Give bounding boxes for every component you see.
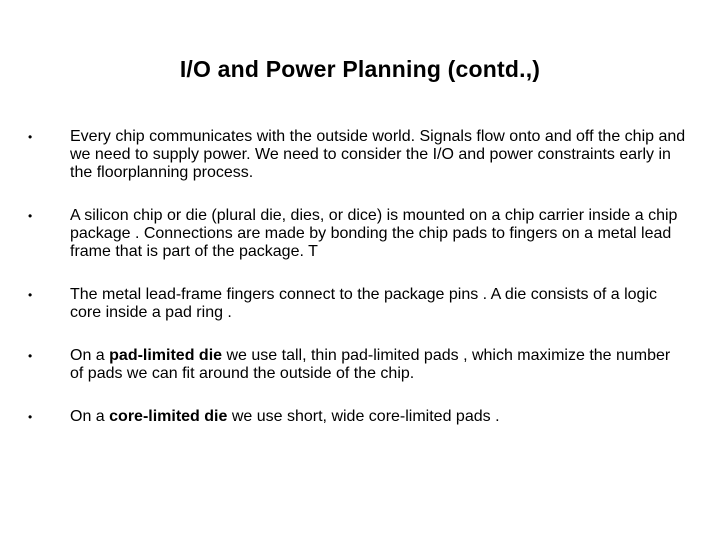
bullet-text-lead: On a	[70, 408, 110, 425]
bullet-item	[28, 286, 688, 322]
bullet-text	[70, 408, 688, 426]
bullet-item	[28, 408, 688, 426]
bullet-icon: •	[28, 410, 33, 424]
bullet-list	[28, 128, 688, 426]
bullet-text-rest: we use short, wide core-limited pads .	[227, 408, 500, 425]
bullet-item	[28, 207, 688, 261]
bullet-icon: •	[28, 130, 33, 144]
bullet-icon: •	[28, 288, 33, 302]
bullet-text: Every chip communicates with the outside world. Signals flow onto and off the chip and we need to supply power. We need to consider the I/O and power constraints early in the floorplanning process.	[70, 128, 686, 181]
bullet-text: The metal lead-frame fingers connect to the package pins . A die consists of a logic core inside a pad ring .	[70, 286, 657, 321]
bullet-item	[28, 128, 688, 182]
bullet-text: A silicon chip or die (plural die, dies, or dice) is mounted on a chip carrier inside a chip package . Connections are made by bonding the chip pads to fingers on a metal lead frame that is part of the package. T	[70, 207, 678, 260]
bullet-icon: •	[28, 349, 33, 363]
bullet-item	[28, 347, 688, 383]
slide-title: I/O and Power Planning (contd.,)	[179, 56, 541, 82]
bullet-text	[70, 347, 688, 383]
bullet-text-lead: On a	[70, 347, 110, 364]
bullet-bold-term: core-limited die	[109, 408, 228, 425]
bullet-bold-term: pad-limited die	[109, 347, 223, 364]
bullet-text-rest: we use tall, thin pad-limited pads , which maximize the number of pads we can fit around the outside of the chip.	[70, 347, 671, 382]
bullet-icon: •	[28, 209, 33, 223]
